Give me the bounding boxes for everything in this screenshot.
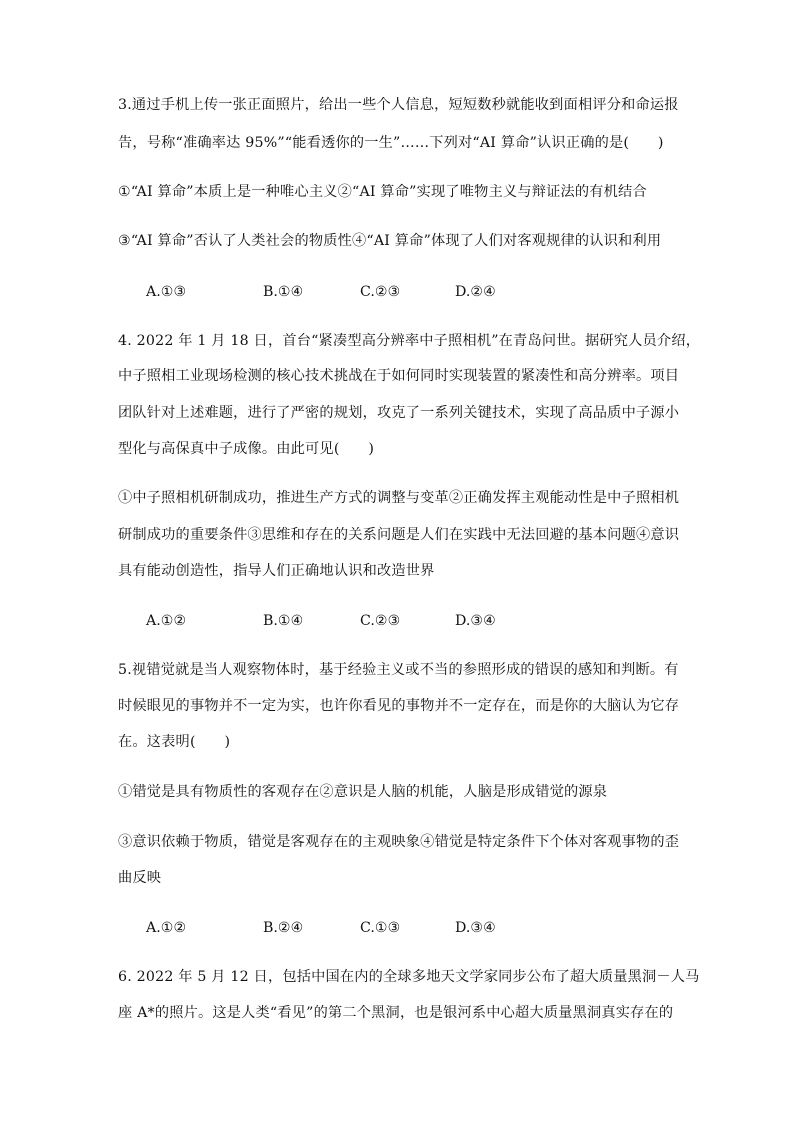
question-6-stem-line-1: 6. 2022 年 5 月 12 日，包括中国在内的全球多地天文学家同步公布了超大质量黑洞－人马 [118,969,700,985]
question-3-stem-line-2: 告，号称“准确率达 95%”“能看透你的一生”……下列对“AI 算命”认识正确的是( ) [118,135,664,151]
question-5-options [146,919,566,937]
question-4-option-c[interactable]: C.②③ [360,613,401,629]
question-3-statement-line-1: ①“AI 算命”本质上是一种唯心主义②“AI 算命”实现了唯物主义与辩证法的有机结合 [118,184,647,200]
question-5-statement-line-3: 曲反映 [118,870,162,886]
question-3-statement-line-2: ③“AI 算命”否认了人类社会的物质性④“AI 算命”体现了人们对客观规律的认识和利用 [118,233,662,249]
question-3-option-d[interactable]: D.②④ [455,284,496,300]
question-3-option-a[interactable]: A.①③ [146,284,187,300]
question-5-stem-line-2: 时候眼见的事物并不一定为实，也许你看见的事物并不一定存在，而是你的大脑认为它存 [118,698,680,714]
question-5-option-b[interactable]: B.②④ [263,920,304,936]
question-5-stem-line-3: 在。这表明( ) [118,734,231,750]
question-3-options [146,283,566,301]
question-4-statement-line-2: 研制成功的重要条件③思维和存在的关系问题是人们在实践中无法回避的基本问题④意识 [118,527,680,543]
question-5-stem-line-1: 5.视错觉就是当人观察物体时，基于经验主义或不当的参照形成的错误的感知和判断。有 [118,662,679,678]
question-4-option-b[interactable]: B.①④ [263,613,304,629]
question-4-stem-line-2: 中子照相工业现场检测的核心技术挑战在于如何同时实现装置的紧凑性和高分辨率。项目 [118,368,680,384]
question-4-options [146,612,566,630]
question-5-statement-line-1: ①错觉是具有物质性的客观存在②意识是人脑的机能，人脑是形成错觉的源泉 [118,784,608,800]
question-5-statement-line-2: ③意识依赖于物质，错觉是客观存在的主观映象④错觉是特定条件下个体对客观事物的歪 [118,834,680,850]
question-3-stem-line-1: 3.通过手机上传一张正面照片，给出一些个人信息，短短数秒就能收到面相评分和命运报 [118,97,679,113]
question-3-option-c[interactable]: C.②③ [360,284,401,300]
question-5-option-d[interactable]: D.③④ [455,920,496,936]
question-4-option-a[interactable]: A.①② [146,613,187,629]
question-5-option-c[interactable]: C.①③ [360,920,401,936]
question-5-option-a[interactable]: A.①② [146,920,187,936]
question-4-option-d[interactable]: D.③④ [455,613,496,629]
question-4-statement-line-1: ①中子照相机研制成功，推进生产方式的调整与变革②正确发挥主观能动性是中子照相机 [118,490,680,506]
question-4-statement-line-3: 具有能动创造性，指导人们正确地认识和改造世界 [118,563,435,579]
question-4-stem-line-4: 型化与高保真中子成像。由此可见( ) [118,441,375,457]
question-4-stem-line-1: 4. 2022 年 1 月 18 日，首台“紧凑型高分辨率中子照相机”在青岛问世。据研究人员介绍， [118,333,701,349]
question-3-option-b[interactable]: B.①④ [263,284,304,300]
question-6-stem-line-2: 座 A*的照片。这是人类“看见”的第二个黑洞，也是银河系中心超大质量黑洞真实存在的 [118,1005,674,1021]
question-4-stem-line-3: 团队针对上述难题，进行了严密的规划，攻克了一系列关键技术，实现了高品质中子源小 [118,405,680,421]
